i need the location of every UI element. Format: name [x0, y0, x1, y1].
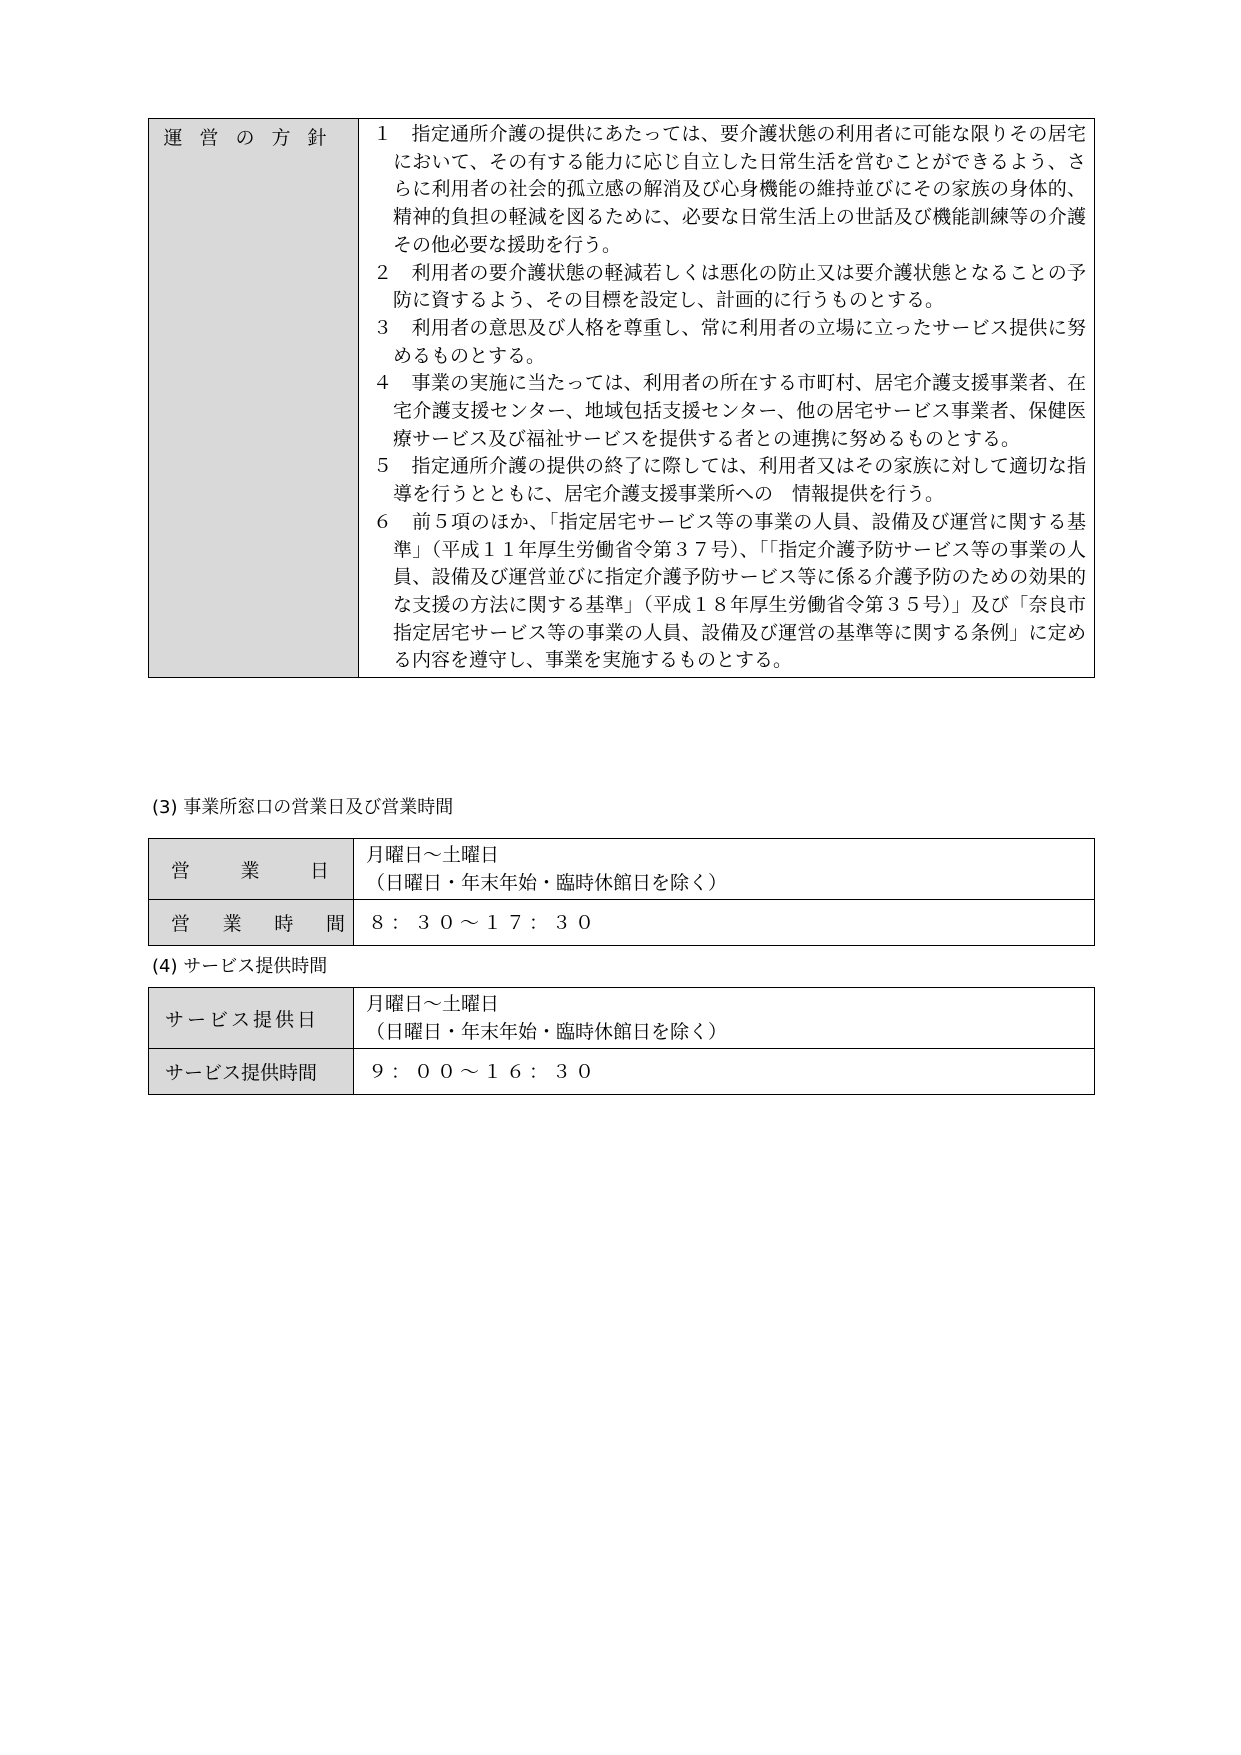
label-char: 時 [274, 913, 294, 935]
service-days-label-cell [149, 988, 354, 1049]
service-time-value: ９：００～１６：３０ [368, 1060, 599, 1083]
policy-item-4: ４ 事業の実施に当たっては、利用者の所在する市町村、居宅介護支援事業者、在宅介護支援センター、地域包括支援センター、他の居宅サービス事業者、保健医療サービス及び福祉サービスを提供する者との連携に努めるものとする。 [373, 372, 1086, 450]
office-days-label [149, 856, 353, 883]
office-time-label-cell [149, 900, 354, 946]
service-days-note: （日曜日・年末年始・臨時休館日を除く） [366, 1021, 728, 1043]
policy-item-6: ６ 前５項のほか、「指定居宅サービス等の事業の人員、設備及び運営に関する基準」（平成１１年厚生労働省令第３７号）、「「指定介護予防サービス等の事業の人員、設備及び運営並びに指定介護予防サービス等に係る介護予防のための効果的な支援の方法に関する基準」（平成１８年厚生労働省令第３５号）」及び「奈良市指定居宅サービス等の事業の人員、設備及び運営の基準等に関する条例」に定める内容を遵守し、事業を実施するものとする。 [373, 510, 1086, 672]
office-days-label-cell [149, 839, 354, 900]
service-days-label: サービス提供日 [165, 1008, 320, 1031]
service-time-value-cell [354, 1049, 1095, 1095]
policy-item-1: １ 指定通所介護の提供にあたっては、要介護状態の利用者に可能な限りその居宅において、その有する能力に応じ自立した日常生活を営むことができるよう、さらに利用者の社会的孤立感の解消及び心身機能の維持並びにその家族の身体的、精神的負担の軽減を図るために、必要な日常生活上の世話及び機能訓練等の介護その他必要な援助を行う。 [373, 123, 1086, 256]
policy-content-cell [359, 119, 1095, 678]
label-char: 営 [171, 913, 191, 935]
policy-item-2: ２ 利用者の要介護状態の軽減若しくは悪化の防止又は要介護状態となることの予防に資するよう、その目標を設定し、計画的に行うものとする。 [373, 261, 1086, 312]
office-hours-table [148, 838, 1095, 946]
office-time-value-cell [354, 900, 1095, 946]
office-hours-heading: (3) 事業所窓口の営業日及び営業時間 [152, 797, 454, 818]
label-char: 日 [309, 859, 329, 882]
policy-label: 運営の方針 [163, 127, 344, 149]
policy-label-cell [149, 119, 359, 678]
policy-item-5: ５ 指定通所介護の提供の終了に際しては、利用者又はその家族に対して適切な指導を行うとともに、居宅介護支援事業所への 情報提供を行う。 [373, 455, 1086, 506]
service-days-value-cell [354, 988, 1095, 1049]
service-time-label: サービス提供時間 [165, 1062, 318, 1084]
label-char: 業 [240, 859, 260, 882]
service-days-value: 月曜日～土曜日 [366, 993, 500, 1015]
policy-table [148, 118, 1095, 678]
label-char: 営 [171, 859, 191, 882]
office-days-value-cell [354, 839, 1095, 900]
office-days-note: （日曜日・年末年始・臨時休館日を除く） [366, 872, 728, 894]
office-time-label [149, 909, 353, 936]
office-days-value: 月曜日～土曜日 [366, 844, 500, 866]
label-char: 間 [325, 913, 345, 935]
policy-row [149, 119, 1095, 678]
service-days-row [149, 988, 1095, 1049]
policy-item-3: ３ 利用者の意思及び人格を尊重し、常に利用者の立場に立ったサービス提供に努めるものとする。 [373, 316, 1086, 367]
service-hours-heading: (4) サービス提供時間 [152, 956, 328, 977]
office-time-value: ８：３０～１７：３０ [368, 911, 599, 934]
office-days-row [149, 839, 1095, 900]
service-hours-table [148, 987, 1095, 1095]
service-time-row [149, 1049, 1095, 1095]
label-char: 業 [222, 913, 242, 935]
service-time-label-cell [149, 1049, 354, 1095]
office-time-row [149, 900, 1095, 946]
